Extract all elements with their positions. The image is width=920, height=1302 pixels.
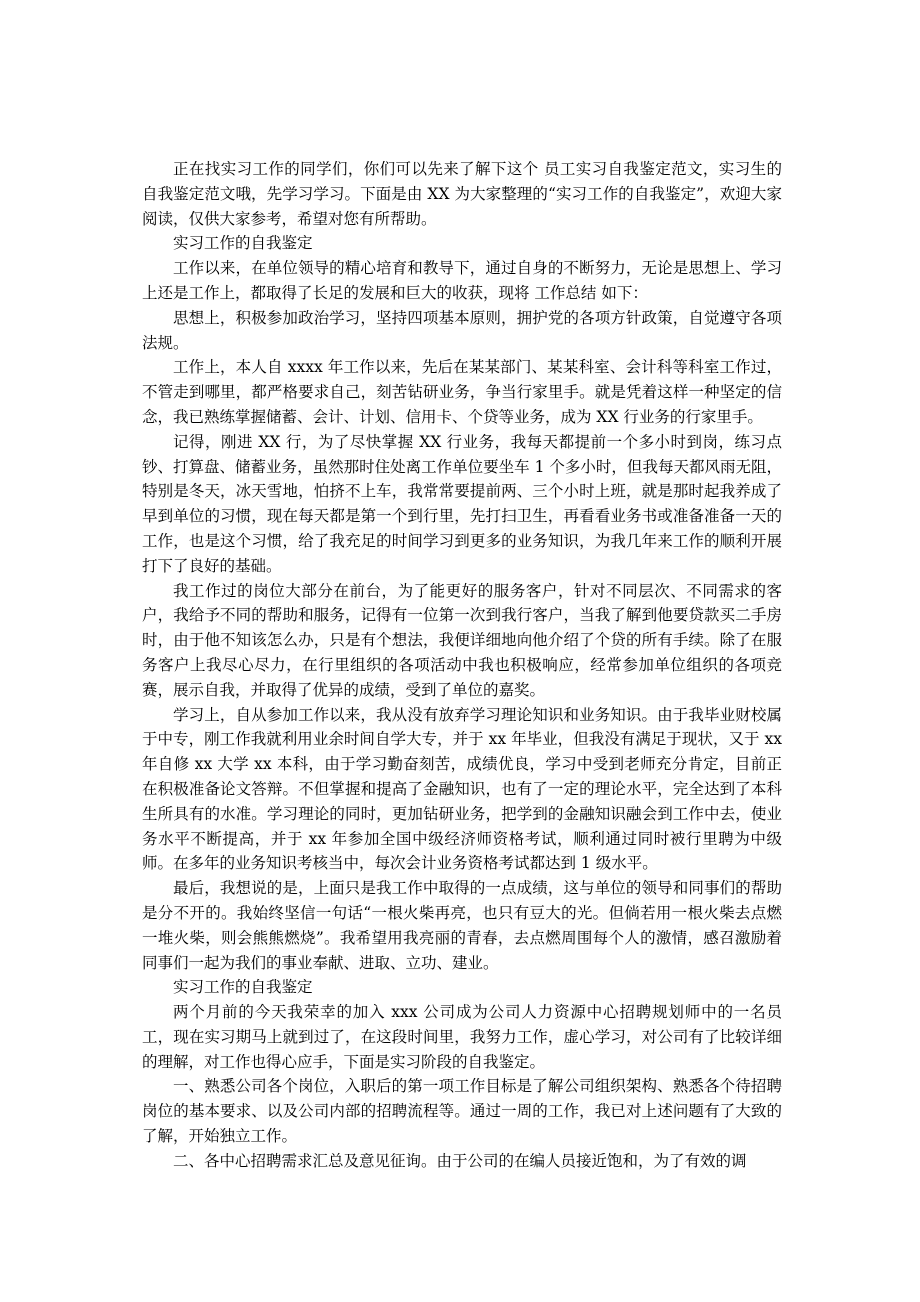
- document-body: [142, 157, 782, 1174]
- section-heading: 实习工作的自我鉴定: [173, 978, 313, 997]
- body-paragraph: 学习上，自从参加工作以来，我从没有放弃学习理论知识和业务知识。由于我毕业财校属于中专，刚工作我就利用业余时间自学大专，并于 xx 年毕业，但我没有满足于现状，又于 xx 年自修 xx 大学 xx 本科，由于学习勤奋刻苦，成绩优良，学习中受到老师充分肯定，目前正在积极准备论文答辩。不但掌握和提高了金融知识，也有了一定的理论水平，完全达到了本科生所具有的水准。学习理论的同时，更加钻研业务，把学到的金融知识融会到工作中去，使业务水平不断提高，并于 xx 年参加全国中级经济师资格考试，顺利通过同时被行里聘为中级师。在多年的业务知识考核当中，每次会计业务资格考试都达到 1 级水平。: [142, 705, 782, 873]
- body-paragraph: 工作以来，在单位领导的精心培育和教导下，通过自身的不断努力，无论是思想上、学习上还是工作上，都取得了长足的发展和巨大的收获，现将 工作总结 如下：: [142, 259, 782, 302]
- body-paragraph: 思想上，积极参加政治学习，坚持四项基本原则，拥护党的各项方针政策，自觉遵守各项法规。: [142, 308, 782, 352]
- body-paragraph: 两个月前的今天我荣幸的加入 xxx 公司成为公司人力资源中心招聘规划师中的一名员工，现在实习期马上就到过了，在这段时间里，我努力工作，虚心学习，对公司有了比较详细的理解，对工作也得心应手，下面是实习阶段的自我鉴定。: [142, 1003, 782, 1071]
- body-paragraph: 我工作过的岗位大部分在前台，为了能更好的服务客户，针对不同层次、不同需求的客户，我给予不同的帮助和服务，记得有一位第一次到我行客户，当我了解到他要贷款买二手房时，由于他不知该怎么办，只是有个想法，我便详细地向他介绍了个贷的所有手续。除了在服务客户上我尽心尽力，在行里组织的各项活动中我也积极响应，经常参加单位组织的各项竞赛，展示自我，并取得了优异的成绩，受到了单位的嘉奖。: [142, 581, 782, 699]
- section-heading: 实习工作的自我鉴定: [173, 234, 313, 253]
- body-paragraph: 记得，刚进 XX 行，为了尽快掌握 XX 行业务，我每天都提前一个多小时到岗，练习点钞、打算盘、储蓄业务，虽然那时住处离工作单位要坐车 1 个多小时，但我每天都风雨无阻，特别是冬天，冰天雪地，怕挤不上车，我常常要提前两、三个小时上班，就是那时起我养成了早到单位的习惯，现在每天都是第一个到行里，先打扫卫生，再看看业务书或准备准备一天的工作，也是这个习惯，给了我充足的时间学习到更多的业务知识，为我几年来工作的顺利开展打下了良好的基础。: [142, 432, 782, 575]
- body-paragraph: 最后，我想说的是，上面只是我工作中取得的一点成绩，这与单位的领导和同事们的帮助是分不开的。我始终坚信一句话“一根火柴再亮，也只有豆大的光。但倘若用一根火柴去点燃一堆火柴，则会熊熊燃烧”。我希望用我亮丽的青春，去点燃周围每个人的激情，感召激励着同事们一起为我们的事业奉献、进取、立功、建业。: [142, 879, 782, 972]
- body-paragraph: 二、各中心招聘需求汇总及意见征询。由于公司的在编人员接近饱和，为了有效的调: [173, 1151, 747, 1170]
- body-paragraph: 一、熟悉公司各个岗位，入职后的第一项工作目标是了解公司组织架构、熟悉各个待招聘岗位的基本要求、以及公司内部的招聘流程等。通过一周的工作，我已对上述问题有了大致的了解，开始独立工作。: [142, 1077, 782, 1146]
- body-paragraph: 工作上，本人自 xxxx 年工作以来，先后在某某部门、某某科室、会计科等科室工作过，不管走到哪里，都严格要求自己，刻苦钻研业务，争当行家里手。就是凭着这样一种坚定的信念，我已熟练掌握储蓄、会计、计划、信用卡、个贷等业务，成为 XX 行业务的行家里手。: [142, 358, 782, 426]
- intro-paragraph: 正在找实习工作的同学们，你们可以先来了解下这个 员工实习自我鉴定范文，实习生的自我鉴定范文哦，先学习学习。下面是由 XX 为大家整理的“实习工作的自我鉴定”，欢迎大家阅读，仅供大家参考，希望对您有所帮助。: [142, 160, 782, 228]
